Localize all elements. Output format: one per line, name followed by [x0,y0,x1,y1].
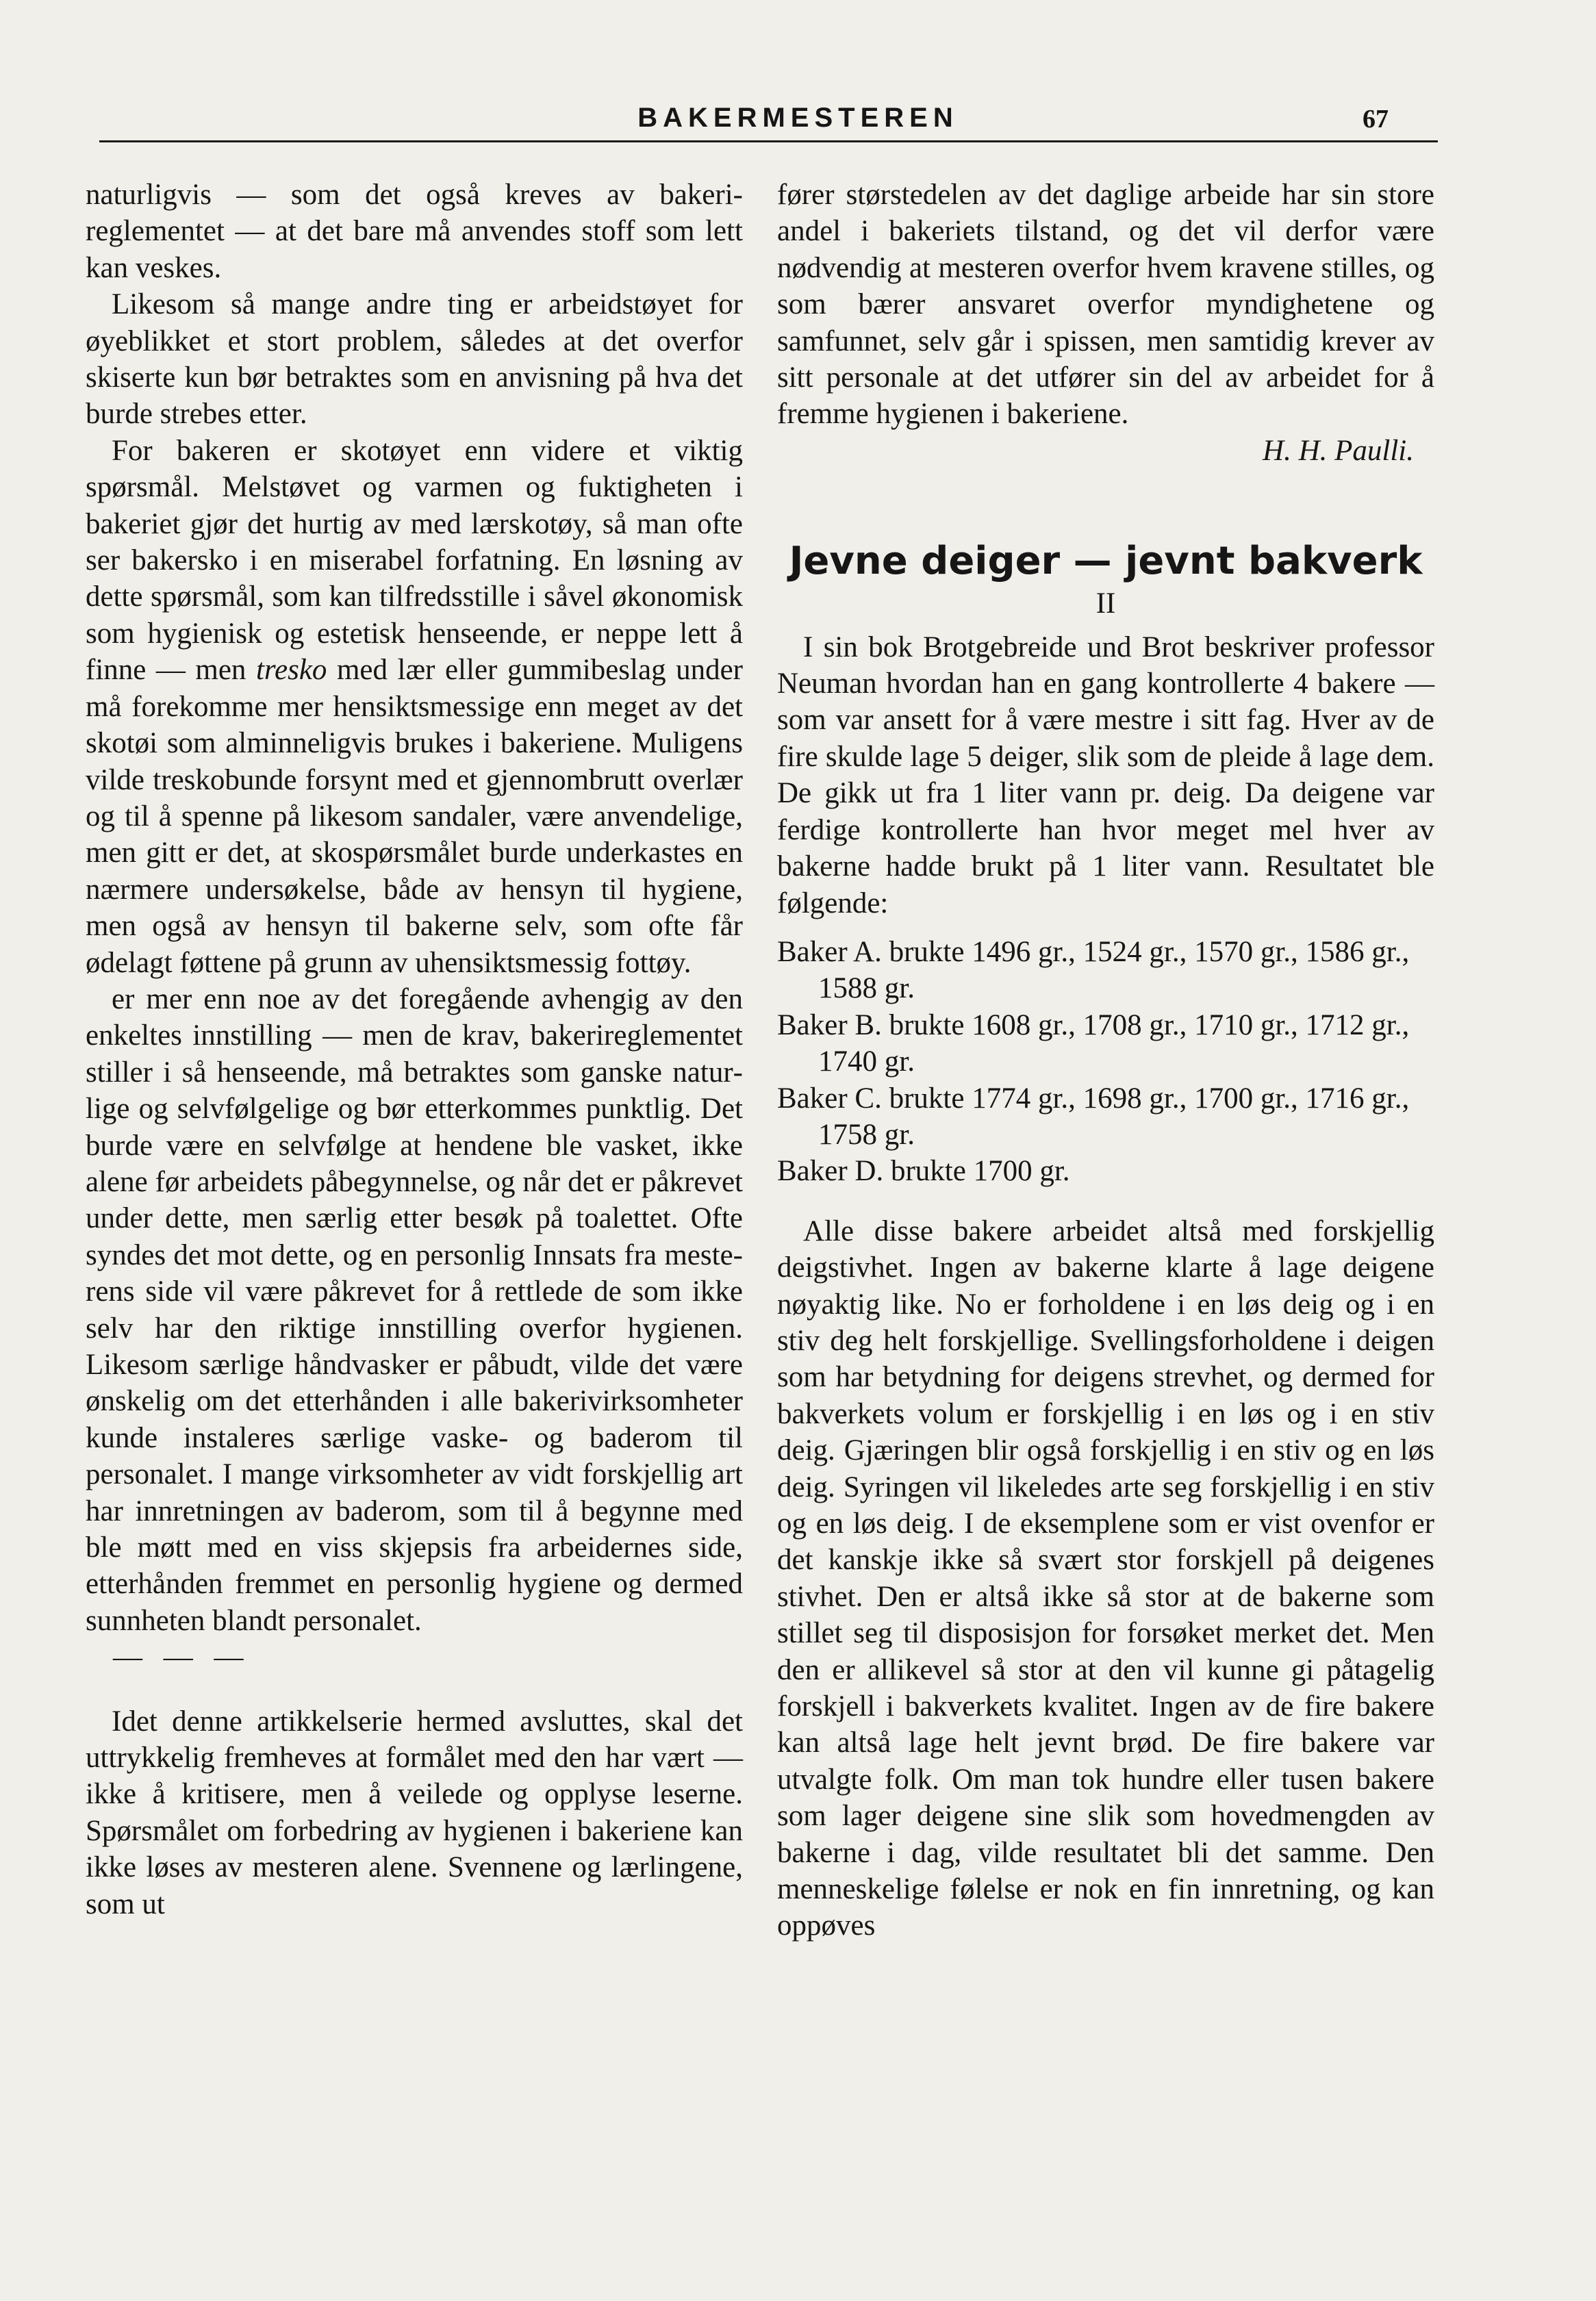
paragraph-footwear [86,433,743,981]
footwear-text-end: med lær eller gummibeslag under må forekomme mer hensiktsmessige enn meget av det skotøi som alminneligvis brukes i bakeriene. Muligens vilde treskobunde forsynt med et gjennombrutt overlær og til å spenne på likesom sandaler, være anvendelige, men gitt er det, at skospørsmålet burde underkastes en nærmere undersøkelse, både av hensyn til hygiene, men også av hensyn til bakerne selv, som ofte får ødelagt føttene på grunn av uhensiktsmessig fottøy. [86,654,743,979]
article-title: Jevne deiger — jevnt bakverk [789,539,1423,584]
paragraph-intro: I sin bok Brotgebreide und Brot beskriver professor Neuman hvordan han en gang kontrollerte 4 bakere — som var ansett for å være mestre i sitt fag. Hver av de fire skulde lage 5 deiger, slik som de pleide å lage dem. De gikk ut fra 1 liter vann pr. deig. Da deigene var ferdige kontrollerte han hvor meget mel hver av bakerne hadde brukt på 1 liter vann. Resultatet ble følgende: [777,631,1434,919]
running-title: BAKERMESTEREN [637,103,959,133]
page-number: 67 [1363,105,1389,134]
paragraph-work-clothing-end: naturligvis — som det også kreves av bakerireglementet — at det bare må anvendes stoff som lett kan veskes. [86,179,743,284]
article-part-number: II [1095,587,1116,620]
personal-hygiene-text: er mer enn noe av det foregående avhengig av den enkeltes innstilling — men de krav, bakerireglementet stiller i så henseende, må betraktes som ganske naturlige og selvfølgelige og bør etterkommes punktlig. Det burde være en selvfølge at hendene ble vasket, ikke alene før arbeidets påbegynnelse, og når det er påkrevet under dette, men særlig etter besøk på toalettet. Ofte syndes det mot dette, og en personlig Innsats fra mesterens side vil være påkrevet for å rettlede de som ikke selv har den riktige innstilling overfor hygienen. Likesom særlige håndvasker er påbudt, vilde det være ønskelig om det etterhånden i alle bakerivirksomheter kunde instaleres særlige vaske- og baderom til personalet. I mange virksomheter av vidt forskjellig art har innretningen av baderom, som til å begynne med ble møtt med en viss skjepsis fra arbeidernes side, etterhånden fremmet en personlig hygiene og dermed sunnheten blandt personalet. [86,982,743,1637]
result-baker-b: Baker B. brukte 1608 gr., 1708 gr., 1710 gr., 1712 gr., 1740 gr. [777,1008,1410,1078]
paragraph-conclusion: Idet denne artikkelserie hermed avsluttes, skal det uttrykkelig fremheves at formålet med den har vært — ikke å kritisere, men å veilede og opplyse leserne. Spørsmålet om forbedring av hygienen i bakeriene kan ikke løses av mesteren alene. Svennene og lærlingene, som ut [86,1705,743,1920]
section-separator: — — — [113,1641,251,1674]
paragraph-work-clothing: Likesom så mange andre ting er arbeidstøyet for øyeblikket et stort problem, således at det overfor skiserte kun bør betraktes som en anvisning på hva det burde strebes etter. [86,288,743,431]
paragraph-conclusion-continued: fører størstedelen av det daglige arbeide har sin store andel i bakeriets tilstand, og det vil derfor være nødvendig at mesteren overfor hvem kravene stilles, og som bærer ansvaret overfor myndighetene og samfunnet, selv går i spissen, men samtidig krever av sitt personale at det utfører sin del av arbeidet for å fremme hygienen i bakeriene. [777,179,1434,431]
header-rule [99,140,1438,142]
results-list [777,934,1434,1190]
result-baker-c: Baker C. brukte 1774 gr., 1698 gr., 1700 gr., 1716 gr., 1758 gr. [777,1082,1410,1151]
paragraph-personal-hygiene [86,981,743,1639]
author-signature: H. H. Paulli. [1263,434,1414,467]
paragraph-dough-stiffness: Alle disse bakere arbeidet altså med forskjellig deigstivhet. Ingen av bakerne klarte å lage deigene nøyaktig like. No er forholdene i en løs deig og i en stiv deg helt forskjellige. Svellingsforholdene i deigen som har betydning for deigens strevhet, og dermed for bakverkets volum er forskjellig i en løs og i en stiv deig. Gjæringen blir også forskjellig i en stiv og en løs deig. Syringen vil likeledes arte seg forskjellig i en stiv og en løs deig. I de eksemplene som er vist ovenfor er det kanskje ikke så svært stor forskjell på deigenes stivhet. Den er altså ikke så stor at de bakerne som stillet seg til disposisjon for forsøket merket det. Men den er allikevel så stor at den vil kunne gi påtagelig forskjell i bakverkets kvalitet. Ingen av de fire bakere kan altså lage helt jevnt brød. De fire bakere var utvalgte folk. Om man tok hundre eller tusen bakere som lager deigene sine slik som hovedmengden av bakerne i dag, vilde resultatet bli det samme. Den menneskelige følelse er nok en fin innretning, og kan oppøves [777,1215,1434,1942]
result-baker-a: Baker A. brukte 1496 gr., 1524 gr., 1570 gr., 1586 gr., 1588 gr. [777,935,1410,1005]
footwear-text-start: For bakeren er skotøyet enn videre et viktig spørsmål. Melstøvet og varmen og fuktigheten i bakeriet gjør det hurtig av med lærskotøy, så man ofte ser bakersko i en miserabel forfatning. En løsning av dette spørsmål, som kan tilfredsstille i såvel økonomisk som hygienisk og estetisk henseende, er neppe lett å finne — men [86,434,743,687]
right-column [777,177,1434,1944]
spacer [86,1676,743,1703]
left-column [86,177,743,1922]
emphasis-tresko: tresko [255,654,327,687]
result-baker-d: Baker D. brukte 1700 gr. [777,1155,1070,1188]
